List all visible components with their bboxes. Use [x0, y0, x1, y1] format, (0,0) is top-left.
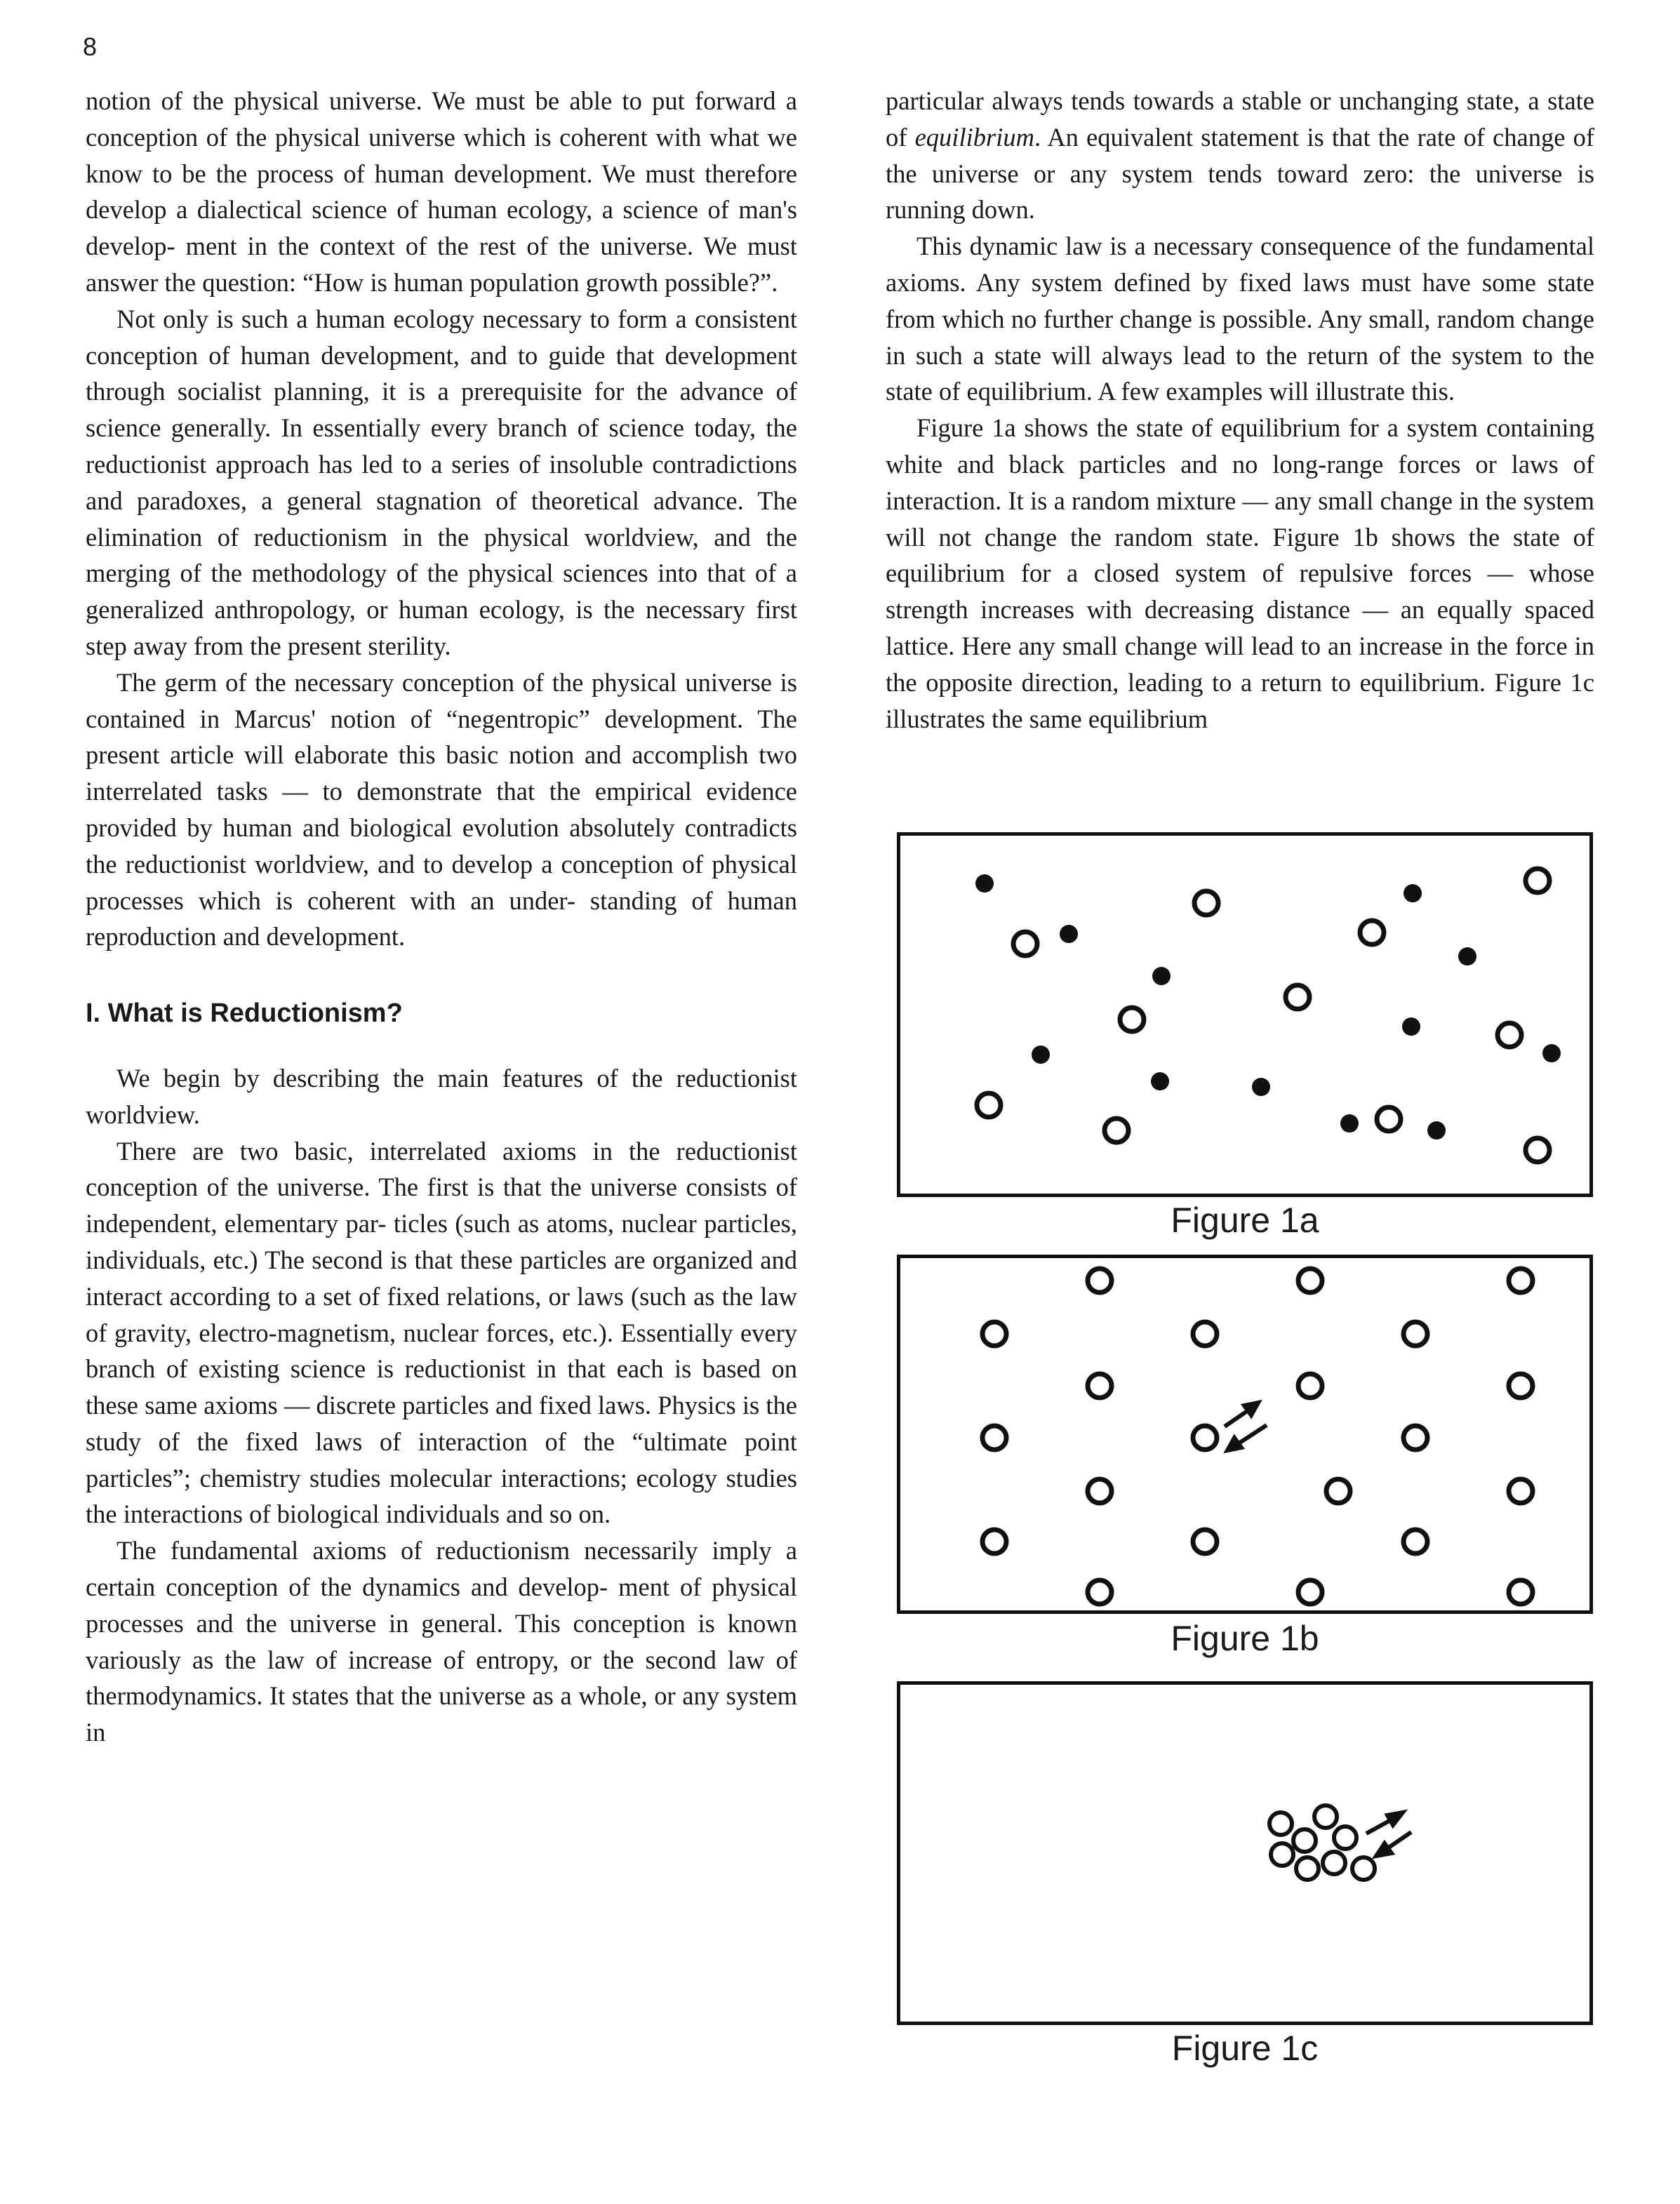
figure-1c-box — [897, 1681, 1593, 2025]
white-particle — [1498, 1023, 1521, 1047]
white-particle — [1526, 869, 1549, 893]
black-particle — [1542, 1044, 1561, 1062]
lattice-particles — [982, 1269, 1533, 1604]
right-paragraph-1 — [886, 83, 1594, 228]
cluster-particle — [1323, 1852, 1345, 1874]
lattice-particle — [1509, 1374, 1533, 1398]
cluster-particle — [1352, 1857, 1375, 1880]
lattice-particle — [1509, 1479, 1533, 1503]
figure-1a-caption: Figure 1a — [1171, 1201, 1319, 1240]
black-particle — [1402, 1017, 1420, 1036]
lattice-particle — [1088, 1374, 1112, 1398]
lattice-particle — [1404, 1426, 1427, 1450]
lattice-particle — [1298, 1580, 1322, 1604]
figure-1b-diagram — [900, 1258, 1589, 1610]
white-particle — [1286, 985, 1309, 1009]
figure-1b-caption: Figure 1b — [1171, 1619, 1319, 1658]
lattice-particle — [1193, 1426, 1217, 1450]
white-particle — [1377, 1107, 1401, 1131]
cluster-particle — [1296, 1857, 1319, 1880]
lattice-particle — [1088, 1479, 1112, 1503]
black-particle — [1458, 947, 1476, 966]
lattice-particle — [982, 1530, 1006, 1554]
right-paragraph-3: Figure 1a shows the state of equilibrium for a system containing white and black particles and no long-range forces or laws of interaction. It is a random mixture — any small change in the system will not change the random state. Figure 1b shows the state of equilibrium for a closed system of repulsive forces — whose strength increases with decreasing distance — an equally spaced lattice. Here any small change will lead to an increase in the force in the opposite direction, leading to a return to equilibrium. Figure 1c illustrates the same equilibrium — [886, 413, 1594, 733]
figure-1a-box — [897, 832, 1593, 1197]
cluster-particles — [1269, 1805, 1375, 1880]
equilibrium-emphasis: equilibrium — [914, 122, 1034, 152]
lattice-particle — [1193, 1530, 1217, 1554]
cluster-particle — [1334, 1826, 1356, 1849]
left-paragraph-5: There are two basic, interrelated axioms in the reductionist conception of the universe. The first is that the universe consists of independent, elementary par- ticles (such as atoms, nuclear particles, individuals, etc.) The second is that these particles are organized and interact according to a set of fixed relations, or laws (such as the law of gravity, electro-magnetism, nuclear forces, etc.). Essentially every branch of existing science is reductionist in that each is based on these same axioms — discrete particles and fixed laws. Physics is the study of the fixed laws of interaction of the “ultimate point particles”; chemistry studies molecular interactions; ecology studies the interactions of biological individuals and so on. — [86, 1136, 797, 1529]
left-paragraph-2: Not only is such a human ecology necessary to form a consistent conception of human development, and to guide that development through socialist planning, it is a prerequisite for the advance of science generally. In essentially every branch of science today, the reductionist approach has led to a series of insoluble contradictions and paradoxes, a general stagnation of theoretical advance. The elimination of reductionism in the physical worldview, and the merging of the methodology of the physical sciences into that of a generalized anthropology, or human ecology, is the necessary first step away from the present sterility. — [86, 304, 797, 660]
white-particle — [1105, 1118, 1128, 1142]
black-particle — [1252, 1078, 1270, 1096]
black-particle — [1060, 925, 1078, 943]
right-paragraph-1-start: particular always tends towards a stable or unchanging state, a state of — [886, 86, 1594, 152]
white-particle — [1194, 891, 1218, 915]
figure-1c-caption: Figure 1c — [1171, 2029, 1319, 2068]
black-particle — [1404, 884, 1422, 902]
force-arrows — [1225, 1403, 1267, 1450]
white-particles — [977, 869, 1549, 1162]
figure-1b-box — [897, 1255, 1593, 1614]
lattice-particle — [1193, 1322, 1217, 1346]
black-particle — [975, 874, 994, 893]
right-paragraph-2: This dynamic law is a necessary consequence of the fundamental axioms. Any system defined by fixed laws must have some state from which no further change is possible. Any small, random change in such a state will always lead to the return of the system to the state of equilibrium. A few examples will illustrate this. — [886, 232, 1594, 406]
cluster-particle — [1293, 1829, 1316, 1852]
white-particle — [1013, 932, 1037, 956]
left-paragraph-6: The fundamental axioms of reductionism necessarily imply a certain conception of the dynamics and develop- ment of physical processes and the universe in general. This conception is known variously as the law of increase of entropy, or the second law of thermodynamics. It states that the universe as a whole, or any system in — [86, 1536, 797, 1747]
cluster-arrows — [1366, 1812, 1411, 1856]
right-column — [886, 83, 1594, 737]
section-heading: I. What is Reductionism? — [86, 999, 403, 1029]
left-paragraph-3: The germ of the necessary conception of the physical universe is contained in Marcus' notion of “negentropic” development. The present article will elaborate this basic notion and accomplish two interrelated tasks — to demonstrate that the empirical evidence provided by human and biological evolution absolutely contradicts the reductionist worldview, and to develop a conception of physical processes which is coherent with an under- standing of human reproduction and development. — [86, 667, 797, 951]
lattice-particle — [1509, 1580, 1533, 1604]
arrow-out-head — [1387, 1812, 1403, 1825]
lattice-particle — [1404, 1322, 1427, 1346]
left-paragraph-4: We begin by describing the main features of the reductionist worldview. — [86, 1063, 797, 1129]
left-column — [86, 83, 797, 1751]
lattice-particle — [1298, 1269, 1322, 1293]
cluster-particle — [1314, 1805, 1337, 1828]
lattice-particle — [1088, 1269, 1112, 1293]
black-particle — [1152, 967, 1171, 985]
black-particle — [1340, 1114, 1359, 1133]
white-particle — [1526, 1138, 1549, 1162]
black-particles — [975, 874, 1561, 1140]
black-particle — [1427, 1121, 1446, 1140]
cluster-particle — [1271, 1843, 1293, 1866]
white-particle — [977, 1093, 1001, 1117]
black-particle — [1032, 1046, 1050, 1064]
lattice-particle — [1088, 1580, 1112, 1604]
lattice-particle — [1404, 1530, 1427, 1554]
left-paragraph-1: notion of the physical universe. We must be able to put forward a conception of the physical universe which is coherent with what we know to be the process of human development. We must therefore develop a dialectical science of human ecology, a science of man's develop- ment in the context of the rest of the universe. We must answer the question: “How is human population growth possible?”. — [86, 86, 797, 297]
arrow-in-head — [1227, 1438, 1241, 1450]
figure-1a-diagram — [900, 836, 1589, 1194]
lattice-particle — [982, 1322, 1006, 1346]
right-paragraph-1-end: . An equivalent statement is that the rate of change of the universe or any system tends toward zero: the universe is running down. — [886, 122, 1595, 225]
black-particle — [1151, 1072, 1169, 1090]
lattice-particle — [1509, 1269, 1533, 1293]
cluster-particle — [1269, 1812, 1292, 1835]
figure-1c-diagram — [900, 1685, 1589, 2022]
white-particle — [1120, 1008, 1144, 1031]
page-number: 8 — [83, 32, 98, 61]
lattice-particle — [1298, 1374, 1322, 1398]
white-particle — [1360, 921, 1384, 944]
lattice-particle — [1326, 1479, 1350, 1503]
lattice-particle — [982, 1426, 1006, 1450]
